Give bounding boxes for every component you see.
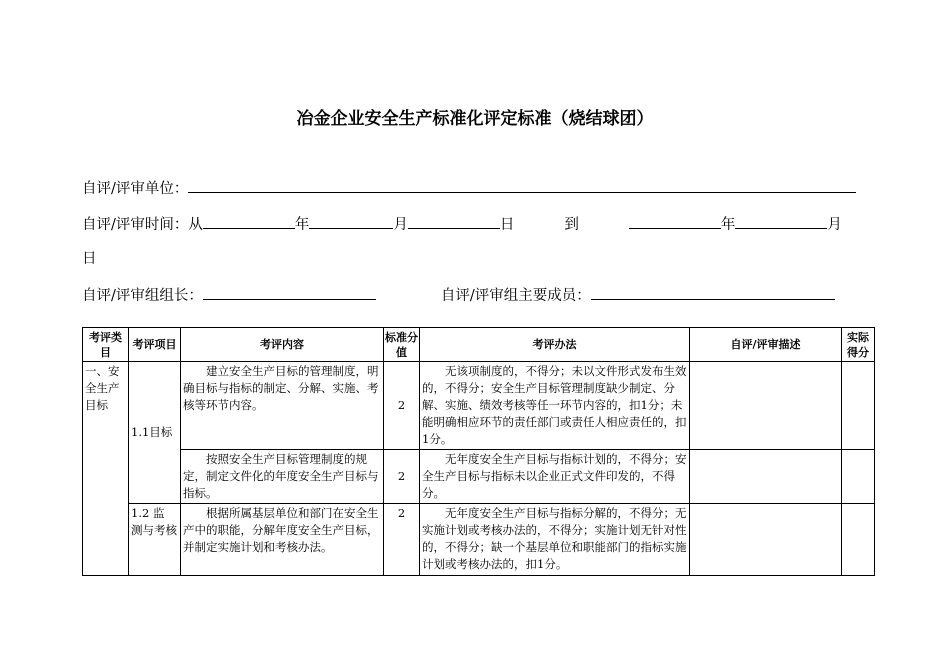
to-month-unit: 月 (827, 217, 842, 233)
score-cell: 2 (384, 450, 420, 504)
time-line (82, 213, 842, 234)
unit-label: 自评/评审单位： (82, 181, 189, 197)
header-item: 考评项目 (129, 328, 181, 362)
time-label: 自评/评审时间：从 (82, 217, 203, 233)
header-actual: 实际得分 (842, 328, 875, 362)
unit-line (82, 177, 856, 198)
to-day-line (82, 247, 97, 268)
to-label: 到 (564, 217, 579, 233)
team-line (82, 284, 835, 305)
item-cell: 1.2 监 测与考核 (129, 504, 181, 576)
to-month-blank[interactable] (735, 213, 827, 229)
from-month-unit: 月 (393, 217, 408, 233)
category-cell: 一、安全生产目标 (83, 362, 129, 576)
content-cell: 按照安全生产目标管理制度的规定，制定文件化的年度安全生产目标与指标。 (181, 450, 384, 504)
document-title: 冶金企业安全生产标准化评定标准（烧结球团） (296, 109, 654, 129)
to-day-unit: 日 (82, 251, 97, 267)
from-year-blank[interactable] (203, 213, 295, 229)
actual-score-cell[interactable] (842, 450, 875, 504)
table-row (83, 504, 875, 576)
desc-cell[interactable] (690, 504, 842, 576)
header-category: 考评类目 (83, 328, 129, 362)
header-score: 标准分值 (384, 328, 420, 362)
method-cell: 无年度安全生产目标与指标计划的，不得分；安全生产目标与指标未以企业正式文件印发的，不得分。 (420, 450, 690, 504)
evaluation-table (82, 327, 875, 576)
unit-blank[interactable] (188, 177, 856, 193)
actual-score-cell[interactable] (842, 362, 875, 450)
leader-label: 自评/评审组组长： (82, 288, 203, 304)
from-day-unit: 日 (499, 217, 515, 233)
header-desc: 自评/评审描述 (690, 328, 842, 362)
method-cell: 无年度安全生产目标与指标分解的，不得分；无实施计划或考核办法的，不得分；实施计划无针对性的，不得分；缺一个基层单位和职能部门的指标实施计划或考核办法的，扣1分。 (420, 504, 690, 576)
from-day-blank[interactable] (408, 213, 500, 229)
desc-cell[interactable] (690, 450, 842, 504)
header-row (83, 328, 875, 362)
desc-cell[interactable] (690, 362, 842, 450)
actual-score-cell[interactable] (842, 504, 875, 576)
from-year-unit: 年 (294, 217, 310, 233)
content-cell: 根据所属基层单位和部门在安全生产中的职能，分解年度安全生产目标，并制定实施计划和考核办法。 (181, 504, 384, 576)
to-year-blank[interactable] (629, 213, 721, 229)
table-row (83, 450, 875, 504)
content-cell: 建立安全生产目标的管理制度，明确目标与指标的制定、分解、实施、考核等环节内容。 (181, 362, 384, 450)
members-blank[interactable] (591, 284, 835, 300)
score-cell: 2 (384, 362, 420, 450)
method-cell: 无该项制度的，不得分；未以文件形式发布生效的，不得分；安全生产目标管理制度缺少制定、分解、实施、绩效考核等任一环节内容的，扣1分；未能明确相应环节的责任部门或责任人相应责任的，扣1分。 (420, 362, 690, 450)
members-label: 自评/评审组主要成员： (440, 288, 591, 304)
header-method: 考评办法 (420, 328, 690, 362)
score-cell: 2 (384, 504, 420, 576)
table-row (83, 362, 875, 450)
from-month-blank[interactable] (309, 213, 393, 229)
item-cell: 1.1目标 (129, 362, 181, 504)
header-content: 考评内容 (181, 328, 384, 362)
to-year-unit: 年 (720, 217, 736, 233)
leader-blank[interactable] (203, 284, 376, 300)
